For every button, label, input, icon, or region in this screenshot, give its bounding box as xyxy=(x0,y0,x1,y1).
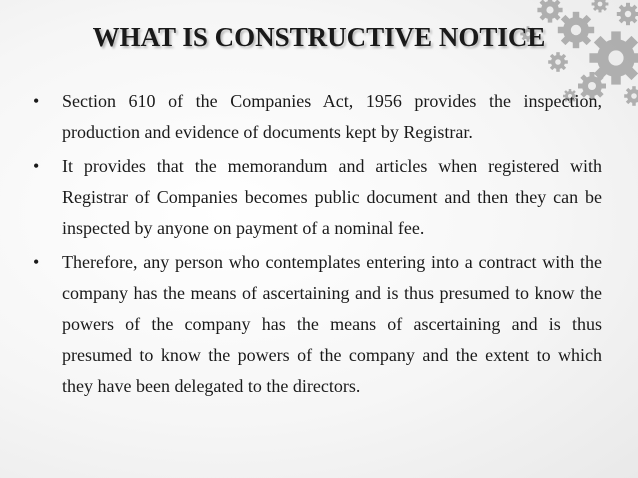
list-item xyxy=(30,247,602,402)
bullet-icon: • xyxy=(33,91,40,111)
list-item xyxy=(30,151,602,244)
bullet-list xyxy=(30,86,602,405)
bullet-text: Therefore, any person who contemplates entering into a contract with the company has the means of ascertaining and is thus presumed to know the powers of the company has the means of ascertaining and is thus presumed to know the powers of the company and the extent to which they have been delegated to the directors. xyxy=(62,252,602,396)
bullet-text: It provides that the memorandum and articles when registered with Registrar of Companies becomes public document and then they can be inspected by anyone on payment of a nominal fee. xyxy=(62,156,602,238)
bullet-icon: • xyxy=(33,156,40,176)
slide-title: WHAT IS CONSTRUCTIVE NOTICE xyxy=(92,22,546,52)
list-item xyxy=(30,86,602,148)
bullet-text: Section 610 of the Companies Act, 1956 provides the inspection, production and evidence of documents kept by Registrar. xyxy=(62,91,602,142)
bullet-icon: • xyxy=(33,252,40,272)
